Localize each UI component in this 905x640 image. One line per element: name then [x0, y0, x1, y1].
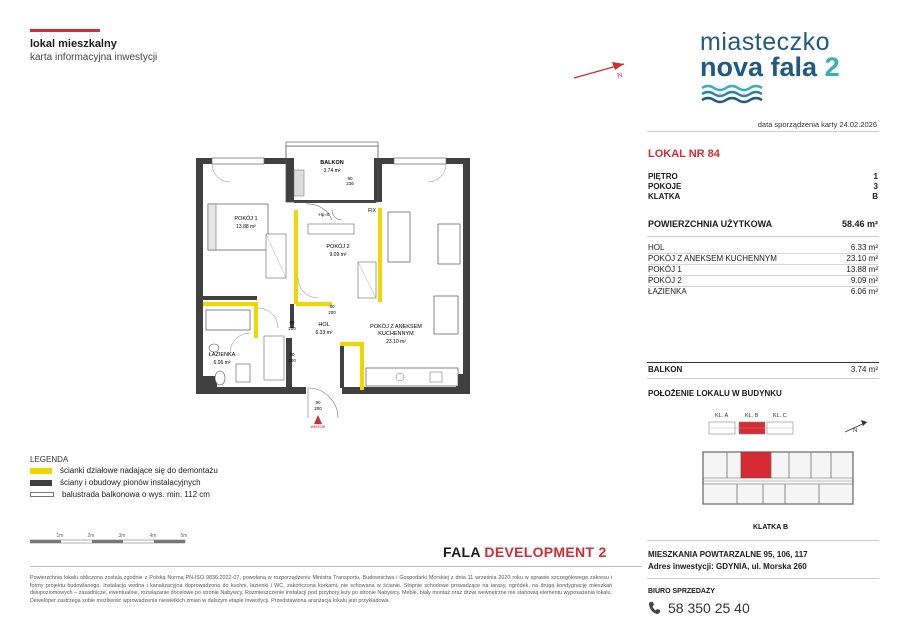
- dim-label: 80: [289, 320, 295, 325]
- dim-label: 80: [329, 304, 335, 309]
- fix-label: FIX: [368, 208, 376, 214]
- svg-text:N: N: [616, 71, 624, 80]
- divider: [647, 578, 879, 579]
- document-title: lokal mieszkalny: [30, 38, 117, 50]
- kl-b-label: KL. B: [745, 413, 759, 419]
- aneks-area: 23.10 m²: [386, 339, 406, 345]
- kl-a-label: KL. A: [715, 413, 729, 419]
- legend-swatch-icon: [30, 480, 52, 486]
- phone-icon: [648, 601, 660, 615]
- scale-tick-label: 2m: [87, 533, 95, 539]
- investment-address: Adres inwestycji: GDYNIA, ul. Morska 260: [648, 562, 807, 571]
- divider: [647, 131, 879, 132]
- north-arrow-icon: [572, 58, 632, 80]
- legend-item: balustrada balkonowa o wys. min. 112 cm: [30, 490, 210, 499]
- usable-area-row: POWIERZCHNIA UŻYTKOWA 58.46 m²: [648, 219, 878, 229]
- dim-label: 200: [288, 358, 296, 363]
- aneks-label-1: POKÓJ Z ANEKSEM: [370, 324, 422, 330]
- rooms-row: POKOJE 3: [648, 182, 878, 191]
- waves-logo-icon: [700, 84, 770, 104]
- pokoj1-area: 13.88 m²: [236, 224, 256, 230]
- room-row-pokoj1: POKÓJ 1 13.88 m²: [648, 265, 878, 274]
- hp-label: Hp=0: [318, 212, 330, 217]
- divider: [647, 362, 879, 363]
- scale-tick-label: 4m: [149, 533, 157, 539]
- floor-plan: [190, 128, 490, 428]
- legend-title: LEGENDA: [30, 455, 69, 464]
- disclaimer: Powierzchnia lokalu obliczona zostala zgodnie z Polską Normą PN-ISO 9836:2022-07, powołaną w rozporządzeniu Ministra Transportu, Budownictwa i Gospodarki Morskiej z dnia 11 września 2020 roku w sprawie szczegółowego zakresu i formy projektu budowlanego. Instalacja wodna i kanalizacyjna doprowadzona do kuchni, łazienki i WC, zakończona korkami, nie schowana w ścianie. Stopnie schodowe prowadzące na tarasy, ogródek, na drugą kondygnację mieszkań dwupoziomowych – zasadnicze, ewentualnie, rozwiązanie docelowe po stronie Nabywcy. Rozmieszczenie instalacji pod przybory leży po stronie Nabywcy. Meble, biały montaż oraz drzwi wewnętrzne nie stanowią elementu wyposażenia lokalu. Deweloper zastrzega sobie możliwość wprowadzenia niewielkich zmian w dalszym etapie inwestycji. Przedstawiona aranżacja lokalu jest przykładowa.: [30, 575, 612, 604]
- header-accent-line: [30, 29, 100, 32]
- pokoj2-label: POKÓJ 2: [326, 244, 350, 250]
- scale-tick-label: 1m: [56, 533, 64, 539]
- balcony-row: BALKON 3.74 m²: [648, 365, 878, 374]
- dim-label: 236: [346, 181, 354, 186]
- developer-name: FALA DEVELOPMENT 2: [443, 544, 607, 560]
- dim-label: 90: [347, 176, 353, 181]
- entrance-label: wejście: [310, 424, 326, 428]
- brand-line1: miasteczko: [700, 28, 831, 56]
- lazienka-area: 6.06 m²: [213, 360, 231, 366]
- kl-c-label: KL. C: [773, 413, 787, 419]
- unit-number: LOKAL NR 84: [648, 148, 720, 160]
- dim-label: 90: [315, 400, 321, 405]
- divider: [647, 236, 879, 237]
- sales-office-label: BIURO SPRZEDAŻY: [648, 588, 715, 595]
- hol-area: 6.33 m²: [315, 330, 333, 336]
- document-subtitle: karta informacyjna inwestycji: [30, 52, 158, 63]
- klatka-caption: KLATKA B: [753, 524, 788, 531]
- dim-label: 200: [314, 406, 322, 411]
- legend-item: ściany i obudowy pionów instalacyjnych: [30, 478, 201, 487]
- pokoj1-label: POKÓJ 1: [234, 216, 258, 222]
- aneks-label-2: KUCHENNYM: [378, 331, 414, 337]
- stair-row: KLATKA B: [648, 192, 878, 201]
- room-row-pokoj2: POKÓJ 2 9.09 m²: [648, 276, 878, 285]
- divider: [30, 566, 642, 567]
- scale-tick-label: 5m: [180, 533, 188, 539]
- building-location-plan: [695, 408, 875, 536]
- legend-item: ścianki działowe nadające się do demontażu: [30, 466, 218, 475]
- scale-bar: [30, 531, 200, 551]
- divider: [647, 378, 879, 379]
- phone-number[interactable]: 58 350 25 40: [648, 600, 750, 616]
- location-title: POŁOŻENIE LOKALU W BUDYNKU: [648, 389, 782, 398]
- legend-swatch-icon: [30, 468, 52, 474]
- dim-label: 80: [289, 352, 295, 357]
- entrance-arrow-icon: [314, 415, 322, 424]
- lazienka-label: ŁAZIENKA: [208, 352, 236, 358]
- scale-tick-label: 3m: [118, 533, 126, 539]
- balkon-area: 3.74 m²: [323, 168, 341, 174]
- balkon-label: BALKON: [320, 160, 344, 166]
- dim-label: 200: [288, 326, 296, 331]
- divider: [647, 540, 879, 541]
- repeated-units: MIESZKANIA POWTARZALNE 95, 106, 117: [648, 550, 808, 559]
- legend-swatch-icon: [30, 492, 54, 497]
- hol-label: HOL: [318, 322, 330, 328]
- room-row-lazienka: ŁAZIENKA 6.06 m²: [648, 287, 878, 296]
- dim-label: 200: [328, 310, 336, 315]
- room-row-aneks: POKÓJ Z ANEKSEM KUCHENNYM 23.10 m²: [648, 254, 878, 263]
- pokoj2-area: 9.09 m²: [329, 252, 347, 258]
- card-date: data sporządzenia karty 24.02.2026: [757, 120, 877, 129]
- floor-row: PIĘTRO 1: [648, 172, 878, 181]
- brand-line2: nova fala 2: [700, 52, 840, 82]
- room-row-hol: HOL 6.33 m²: [648, 243, 878, 252]
- svg-text:N: N: [853, 428, 858, 434]
